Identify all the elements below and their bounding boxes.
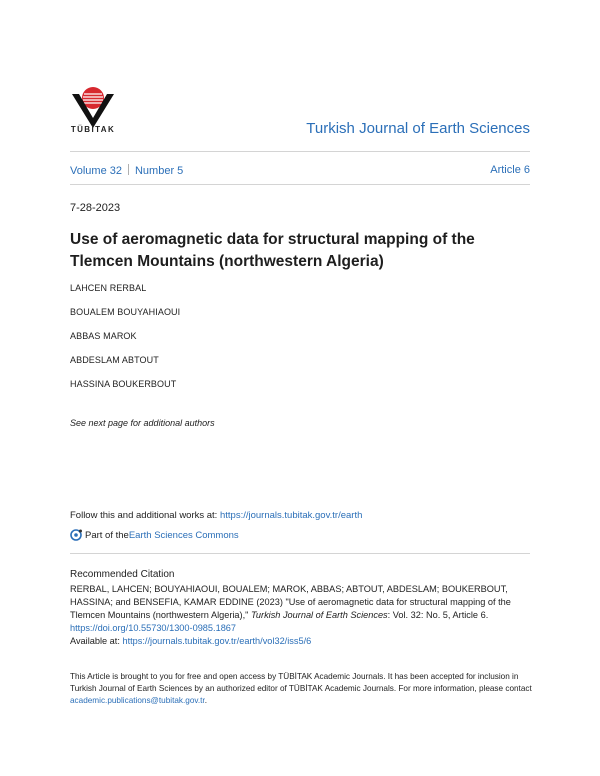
network-icon [70, 529, 82, 541]
issue-divider [70, 184, 530, 185]
access-statement [70, 671, 532, 707]
citation-authors: RERBAL, LAHCEN; BOUYAHIAOUI, BOUALEM; MAROK, ABBAS; ABTOUT, ABDESLAM; BOUKERBOUT, HASSINA; and BENSEFIA, KAMAR EDDINE (2023) "Use of aeromagnetic data for structural mapping of the Tlemcen Mountains (northwestern Algeria)," [70, 584, 511, 620]
author-name: BOUALEM BOUYAHIAOUI [70, 307, 181, 317]
separator [128, 164, 129, 175]
follow-line [70, 510, 362, 521]
citation-volume: : Vol. 32: No. 5, Article 6. [387, 610, 489, 620]
volume-link[interactable]: Volume 32 [70, 165, 122, 177]
article-link[interactable]: Article 6 [490, 164, 530, 176]
publication-date: 7-28-2023 [70, 202, 121, 214]
journal-title-link[interactable]: Turkish Journal of Earth Sciences [306, 120, 530, 137]
citation-heading: Recommended Citation [70, 569, 175, 580]
citation-text [70, 583, 532, 648]
additional-authors-note: See next page for additional authors [70, 418, 215, 428]
author-name: HASSINA BOUKERBOUT [70, 379, 177, 389]
logo-wordmark: TÜBİTAK [70, 125, 116, 134]
number-link[interactable]: Number 5 [134, 165, 184, 177]
follow-prefix: Follow this and additional works at: [70, 510, 220, 521]
citation-journal: Turkish Journal of Earth Sciences [250, 610, 388, 620]
citation-divider [70, 553, 530, 554]
issue-info-row [70, 164, 530, 177]
doi-link[interactable]: https://doi.org/10.55730/1300-0985.1867 [70, 623, 237, 633]
article-url-link[interactable]: https://journals.tubitak.gov.tr/earth/vol32/iss5/6 [122, 636, 312, 646]
contact-email-link[interactable]: academic.publications@tubitak.gov.tr [70, 696, 205, 705]
header-divider [70, 151, 530, 152]
journal-url-link[interactable]: https://journals.tubitak.gov.tr/earth [219, 510, 363, 521]
available-prefix: Available at: [70, 636, 123, 646]
author-name: ABBAS MAROK [70, 331, 137, 341]
access-text: This Article is brought to you for free and open access by TÜBİTAK Academic Journals. It has been accepted for inclusion in Turkish Journal of Earth Sciences by an authorized editor of TÜBİTAK Academic Journals. For more information, please contact [70, 672, 532, 693]
author-name: ABDESLAM ABTOUT [70, 355, 159, 365]
part-of-line [70, 529, 239, 541]
part-of-prefix: Part of the [85, 529, 129, 541]
commons-link[interactable]: Earth Sciences Commons [128, 529, 239, 541]
author-name: LAHCEN RERBAL [70, 283, 147, 293]
access-end: . [204, 696, 207, 705]
article-title: Use of aeromagnetic data for structural mapping of the Tlemcen Mountains (northwestern Algeria) [70, 231, 475, 270]
